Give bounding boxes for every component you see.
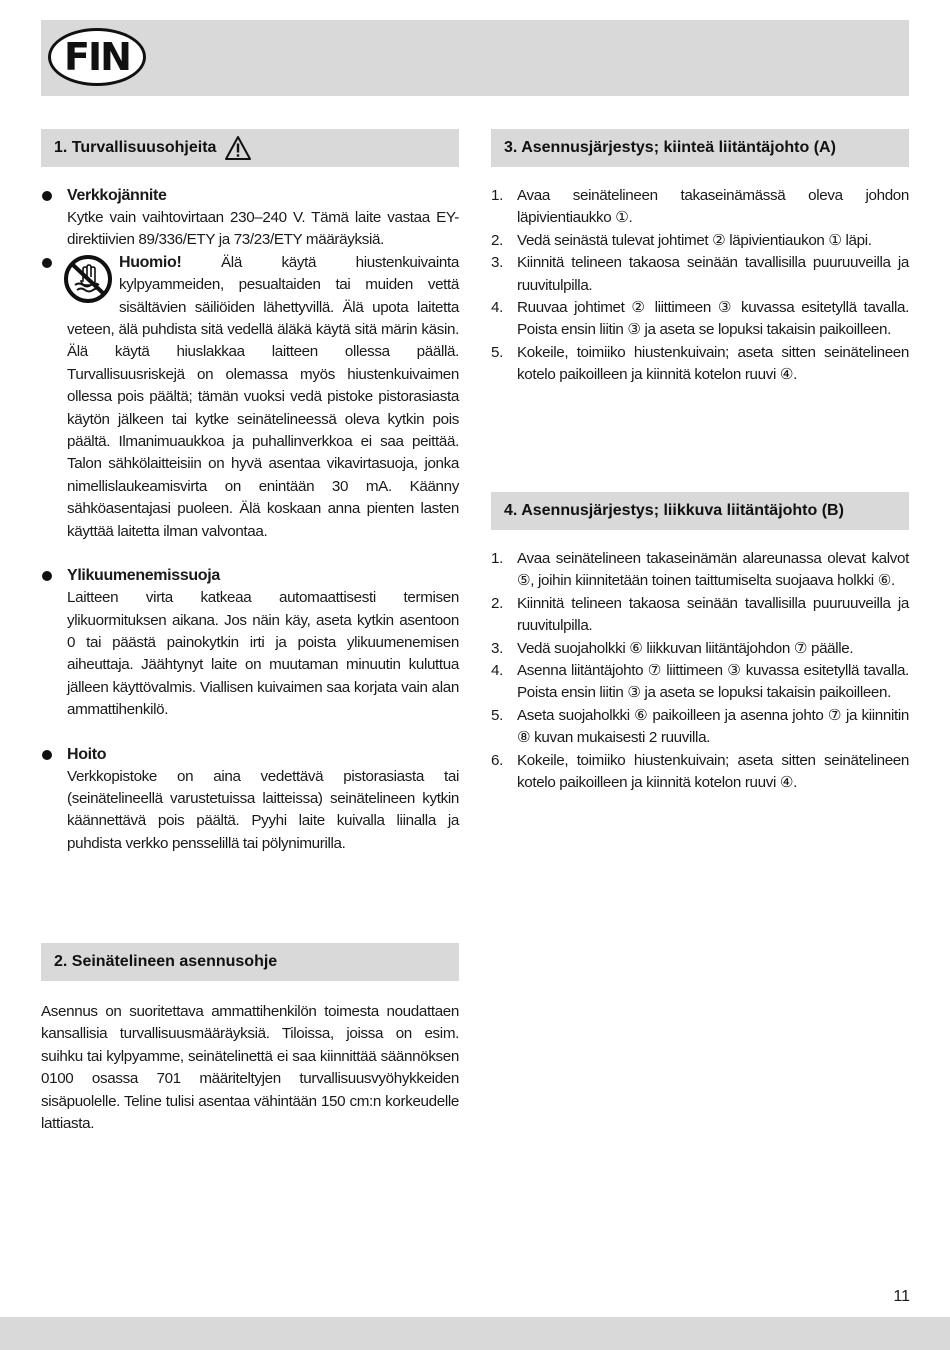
list-item — [491, 638, 909, 660]
step-number: 2. — [491, 231, 503, 249]
section-2-title: 2. Seinätelineen asennusohje — [54, 953, 278, 970]
section-1-title: 1. Turvallisuusohjeita — [54, 139, 217, 156]
section-4 — [491, 492, 909, 794]
step-number: 4. — [491, 662, 503, 680]
safety-item-voltage — [41, 185, 459, 252]
footer-bar — [0, 1317, 950, 1350]
list-item — [491, 252, 909, 297]
step-text: Kokeile, toimiiko hiustenkuivain; aseta sitten seinätelineen kotelo paikoilleen ja kiinnitä kotelon ruuvi ④. — [517, 343, 909, 384]
safety-item-heading: Verkkojännite — [67, 187, 167, 204]
step-number: 1. — [491, 550, 503, 567]
safety-item-care — [41, 744, 459, 856]
step-number: 6. — [491, 751, 503, 769]
list-item — [491, 185, 909, 230]
step-number: 5. — [491, 343, 503, 361]
step-number: 1. — [491, 187, 503, 204]
bullet-icon — [42, 571, 52, 581]
step-text: Ruuvaa johtimet ② liittimeen ③ kuvassa esitetyllä tavalla. Poista ensin liitin ③ ja aseta se lopuksi takaisin paikoilleen. — [517, 299, 909, 339]
safety-item-text: Älä käytä hiustenkuivainta kylpyammeiden, pesualtaiden tai muiden vettä sisältävien säiliöiden lähettyvillä. Älä upota laitetta veteen, älä puhdista sitä vedellä äläkä käytä sitä märin käsin. Älä käytä hiuslakkaa laitteen ollessa päällä. Turvallisuusriskejä on olemassa myös hiustenkuivaimen ollessa pois päältä; tämän vuoksi vedä pistoke pistorasiasta käytön jälkeen tai kytke seinätelineessä oleva kytkin pois päältä. Ilmanimuaukkoa ja puhallinverkkoa ei saa peittää. Talon sähkölaitteisiin on hyvä asentaa vikavirtasuoja, jonka nimellislaukeamisvirta on enintään 30 mA. Käänny sähköasentajasi puoleen. Älä koskaan anna pienten lasten käyttää laitetta ilman valvontaa. — [67, 253, 459, 540]
section-3-steps — [491, 185, 909, 387]
list-item — [491, 548, 909, 593]
step-text: Kiinnitä telineen takaosa seinään tavallisilla puuruuveilla ja ruuvitulpilla. — [517, 594, 909, 635]
step-number: 4. — [491, 299, 503, 317]
section-2 — [41, 943, 459, 1135]
section-1 — [41, 129, 459, 855]
section-3 — [491, 129, 909, 387]
section-3-header — [491, 129, 909, 167]
step-number: 3. — [491, 254, 503, 272]
section-4-steps — [491, 548, 909, 794]
safety-item-heading: Huomio! — [119, 253, 182, 271]
warning-triangle-icon — [224, 135, 252, 161]
safety-item-warning — [41, 252, 459, 543]
section-2-header — [41, 943, 459, 981]
section-2-text: Asennus on suoritettava ammattihenkilön toimesta noudattaen kansallisia turvallisuusmääräyksiä. Tiloissa, joissa on esim. suihku tai kylpyamme, seinätelinettä ei saa kiinnittää säännöksen 0100 osassa 701 määriteltyjen turvallisuusvyöhykkeiden sisäpuolelle. Teline tulisi asentaa vähintään 150 cm:n korkeudelle lattiasta. — [41, 1003, 459, 1133]
section-1-header — [41, 129, 459, 167]
step-text: Asenna liitäntäjohto ⑦ liittimeen ③ kuvassa esitetyllä tavalla. Poista ensin liitin ③ ja aseta se lopuksi takaisin paikoilleen. — [517, 662, 909, 702]
step-text: Kokeile, toimiiko hiustenkuivain; aseta sitten seinätelineen kotelo paikoilleen ja kiinnitä kotelon ruuvi ④. — [517, 751, 909, 792]
step-text: Avaa seinätelineen takaseinämässä oleva johdon läpivientiaukko ①. — [517, 187, 909, 227]
step-text: Avaa seinätelineen takaseinämän alareunassa olevat kalvot ⑤, joihin kiinnitetään toinen taittumiselta suojaava holkki ⑥. — [517, 550, 909, 590]
list-item — [491, 593, 909, 638]
header-bar — [41, 20, 909, 96]
list-item — [491, 750, 909, 795]
bullet-icon — [42, 750, 52, 760]
step-text: Vedä seinästä tulevat johtimet ② läpivientiaukon ① läpi. — [517, 231, 872, 249]
bullet-icon — [42, 258, 52, 268]
section-4-header — [491, 492, 909, 530]
section-4-title: 4. Asennusjärjestys; liikkuva liitäntäjohto (B) — [504, 502, 844, 519]
list-item — [491, 230, 909, 252]
list-item — [491, 342, 909, 387]
step-text: Kiinnitä telineen takaosa seinään tavallisilla puuruuveilla ja ruuvitulpilla. — [517, 254, 909, 294]
list-item — [491, 705, 909, 750]
page-number: 11 — [893, 1288, 910, 1305]
step-number: 2. — [491, 594, 503, 612]
no-hand-in-water-icon — [61, 253, 115, 305]
step-number: 5. — [491, 706, 503, 724]
safety-item-overheat — [41, 565, 459, 721]
bullet-icon — [42, 191, 52, 201]
language-badge — [48, 28, 146, 86]
list-item — [491, 297, 909, 342]
list-item — [491, 660, 909, 705]
safety-item-text: Laitteen virta katkeaa automaattisesti termisen ylikuormituksen aikana. Jos näin käy, aseta kytkin asentoon 0 tai päästä painokytkin irti ja poista ylikuumenemisen aiheuttaja. Jäähtynyt laite on muutaman minuutin kuluttua jälleen käyttövalmis. Viallisen kuivaimen saa korjata vain alan ammattihenkilö. — [67, 589, 459, 719]
language-badge-label: FIN — [64, 35, 130, 79]
safety-item-text: Kytke vain vaihtovirtaan 230–240 V. Tämä laite vastaa EY-direktiivien 89/336/ETY ja 73/23/ETY määräyksiä. — [67, 209, 459, 249]
safety-item-text: Verkkopistoke on aina vedettävä pistorasiasta tai (seinätelineellä varustetuissa laitteissa) seinätelineen kytkin käännettävä pois päältä. Pyyhi laite kuivalla liinalla ja puhdista verkko pensselillä tai pölynimurilla. — [67, 767, 459, 852]
step-text: Aseta suojaholkki ⑥ paikoilleen ja asenna johto ⑦ ja kiinnitin ⑧ kuvan mukaisesti 2 ruuvilla. — [517, 706, 909, 747]
step-number: 3. — [491, 639, 503, 657]
safety-item-heading: Hoito — [67, 745, 107, 763]
section-3-title: 3. Asennusjärjestys; kiinteä liitäntäjohto (A) — [504, 139, 836, 156]
step-text: Vedä suojaholkki ⑥ liikkuvan liitäntäjohdon ⑦ päälle. — [517, 639, 854, 657]
safety-item-heading: Ylikuumenemissuoja — [67, 567, 220, 585]
